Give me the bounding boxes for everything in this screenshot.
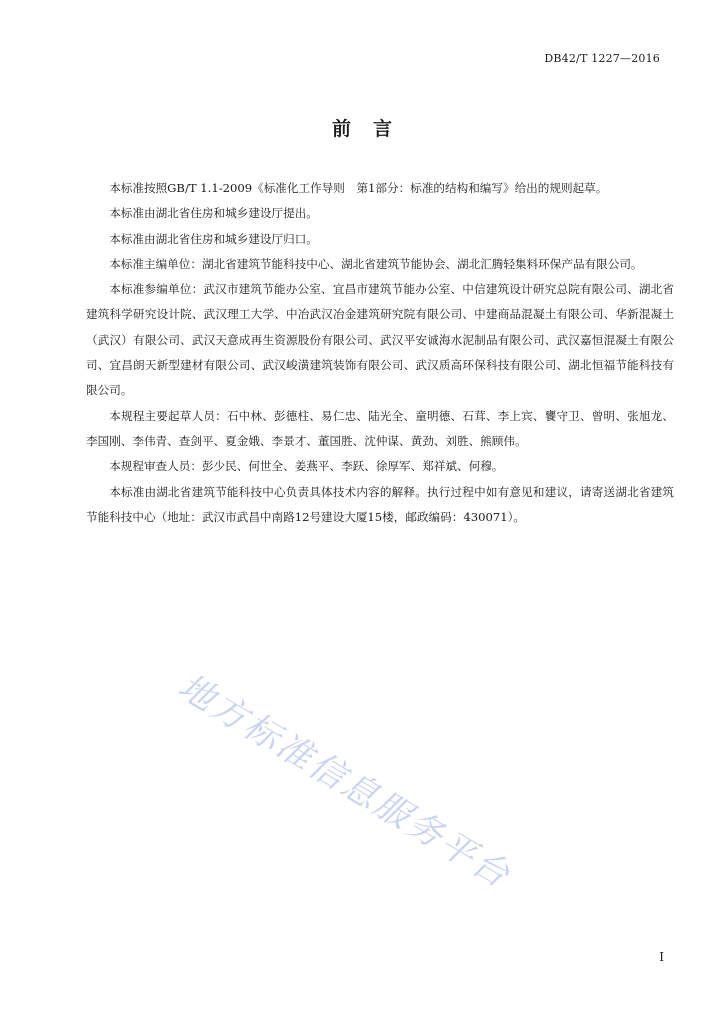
paragraph-managed-by: 本标准由湖北省住房和城乡建设厅归口。 <box>109 231 318 246</box>
paragraph-reviewers: 本规程审查人员：彭少民、何世全、姜燕平、李跃、徐厚军、郑祥斌、何穆。 <box>109 459 504 474</box>
paragraph-interpretation: 本标准由湖北省建筑节能科技中心负责具体技术内容的解释。执行过程中如有意见和建议，请寄送湖北省建筑节能科技中心（地址：武汉市武昌中南路12号建设大厦15楼，邮政编码：430071）。 <box>86 484 674 524</box>
paragraph-participating-units: 本标准参编单位：武汉市建筑节能办公室、宜昌市建筑节能办公室、中信建筑设计研究总院有限公司、湖北省建筑科学研究设计院、武汉理工大学、中冶武汉冶金建筑研究院有限公司、中建商品混凝土有限公司、华新混凝土（武汉）有限公司、武汉天意成再生资源股份有限公司、武汉平安诚海水泥制品有限公司、武汉嘉恒混凝土有限公司、宜昌朗天新型建材有限公司、武汉峻潢建筑装饰有限公司、武汉质高环保科技有限公司、湖北恒福节能科技有限公司。 <box>86 282 674 398</box>
paragraph-main-drafters: 本规程主要起草人员：石中林、彭德柱、易仁忠、陆光全、童明德、石茸、李上宾、饔守卫、曾明、张旭龙、李国刚、李伟青、查剑平、夏金娥、李景才、董国胜、沈仲谋、黄劲、刘胜、熊顾伟。 <box>86 408 674 448</box>
paragraph-chief-editor-units: 本标准主编单位：湖北省建筑节能科技中心、湖北省建筑节能协会、湖北汇腾轻集料环保产品有限公司。 <box>109 256 643 271</box>
watermark: 地方标准信息服务平台 <box>171 666 518 897</box>
page-number: I <box>659 950 664 964</box>
standard-code: DB42/T 1227—2016 <box>544 52 660 65</box>
paragraph-drafting-rules: 本标准按照GB/T 1.1-2009《标准化工作导则 第1部分：标准的结构和编写》给出的规则起草。 <box>109 181 608 195</box>
paragraph-proposed-by: 本标准由湖北省住房和城乡建设厅提出。 <box>109 206 318 221</box>
page-title: 前言 <box>331 118 414 140</box>
document-body <box>86 176 674 530</box>
